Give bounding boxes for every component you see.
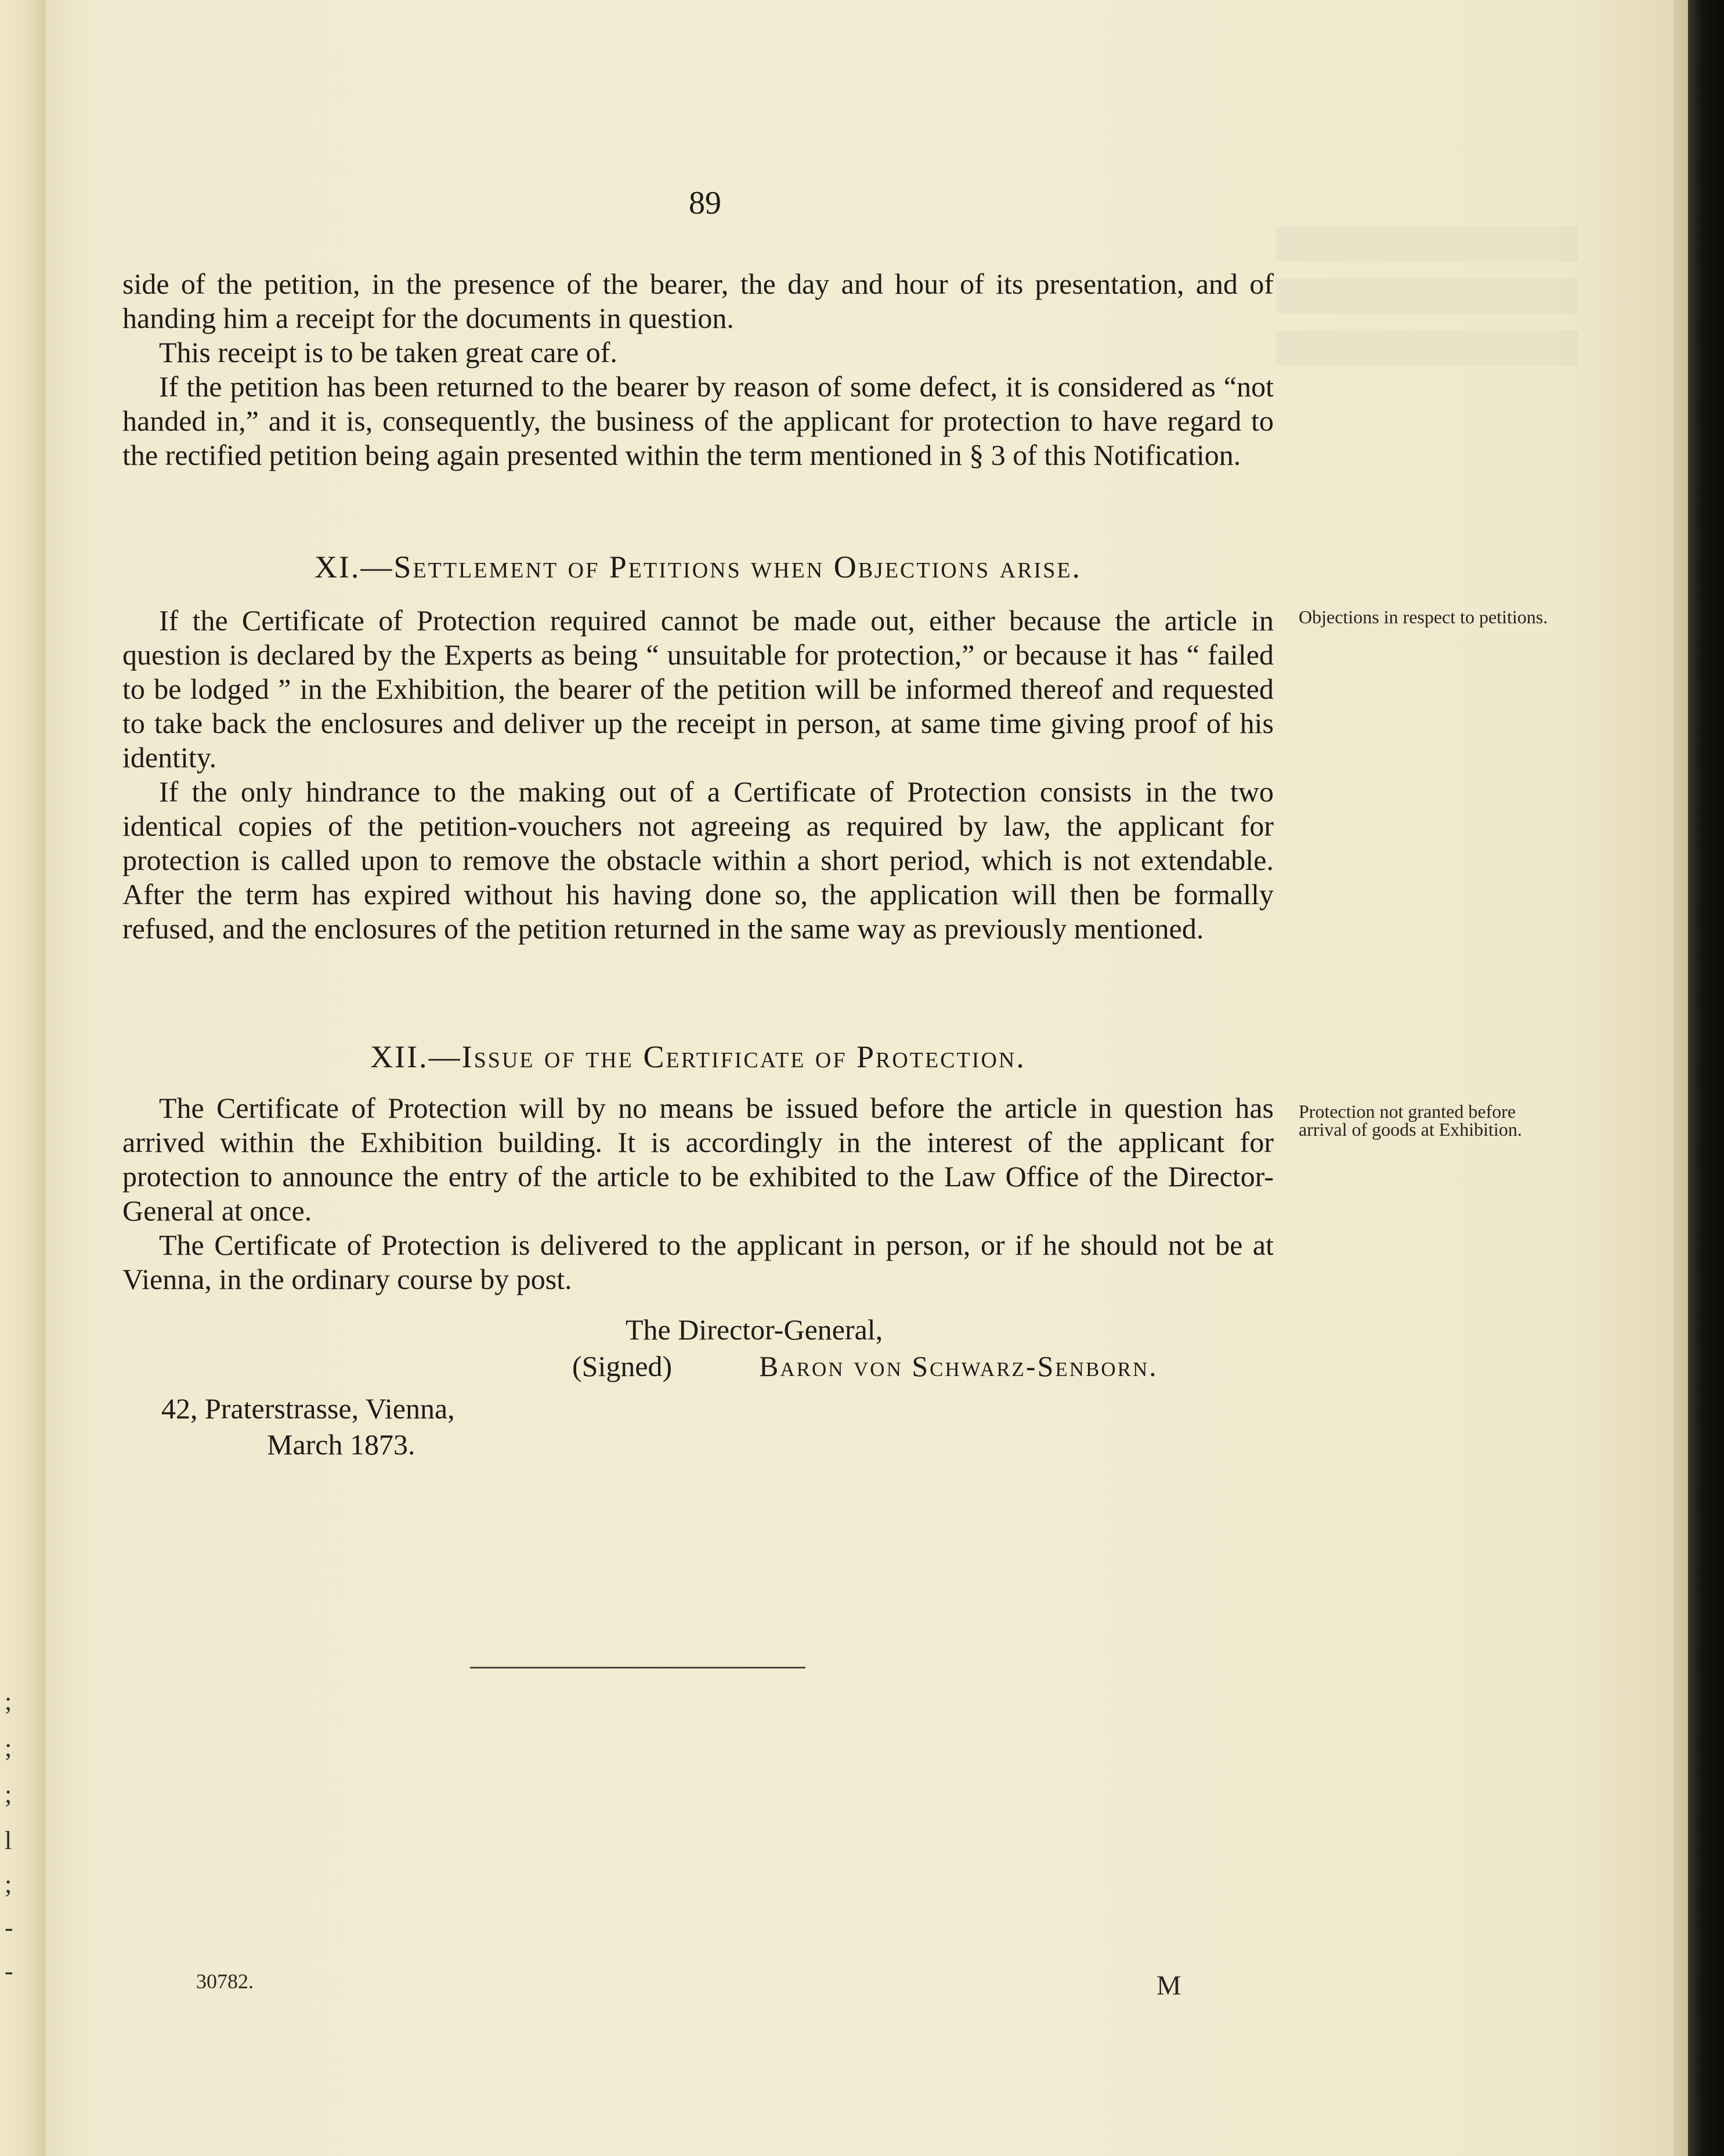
gutter-mark: l xyxy=(5,1826,12,1855)
bleed-through-text xyxy=(1277,226,1578,366)
paragraph: The Certificate of Protection will by no means be issued before the article in question has arrived within the Exhibition building. It is accordingly in the interest of the applicant for protection to announce the entry of the article to be exhibited to the Law Office of the Director-General at once. xyxy=(122,1092,1274,1227)
margin-note-objections: Objections in respect to petitions. xyxy=(1299,606,1548,627)
paragraph: The Certificate of Protection is delivered to the applicant in person, or if he should not be at Vienna, in the ordinary course by post. xyxy=(122,1229,1274,1295)
section-heading-xi: XI.—Settlement of Petitions when Objections arise. xyxy=(314,550,1082,584)
paragraph: This receipt is to be taken great care of. xyxy=(159,336,617,369)
print-number: 30782. xyxy=(196,1970,254,1993)
paragraph: If the Certificate of Protection required cannot be made out, either because the article in question is declared by the Experts as being “ unsuitable for protection,” or because it has “ failed to be lodged ” in the Exhibition, the bearer of the petition will be informed thereof and requested to take back the enclosures and deliver up the receipt in person, at same time giving proof of his identity. xyxy=(122,604,1274,774)
address-line: 42, Praterstrasse, Vienna, xyxy=(161,1392,455,1425)
gutter-mark: - xyxy=(5,1957,13,1985)
binding-gutter xyxy=(0,0,45,2156)
paragraph: If the only hindrance to the making out of a Certificate of Protection consists in the two identical copies of the petition-vouchers not agreeing as required by law, the applicant for protection is called upon to remove the obstacle within a short period, which is not extendable. After the term has expired without his having done so, the application will then be formally refused, and the enclosures of the petition returned in the same way as previously mentioned. xyxy=(122,775,1274,945)
gutter-mark: ; xyxy=(5,1780,12,1808)
closing-rule xyxy=(470,1667,805,1669)
gutter-mark: ; xyxy=(5,1870,12,1898)
paragraph: side of the petition, in the presence of the bearer, the day and hour of its presentation, and of handing him a receipt for the documents in question. xyxy=(122,268,1274,334)
signature-mark: M xyxy=(1156,1970,1181,2001)
signature-name: Baron von Schwarz-Senborn. xyxy=(759,1350,1158,1382)
section-heading-xii: XII.—Issue of the Certificate of Protection. xyxy=(370,1039,1026,1074)
section-xi-text xyxy=(122,604,1274,946)
page-number: 89 xyxy=(689,185,721,221)
section-xii-text xyxy=(122,1091,1274,1297)
margin-note-protection: Protection not granted before arrival of goods at Exhibition. xyxy=(1299,1101,1522,1140)
gutter-mark: ; xyxy=(5,1687,12,1716)
gutter-mark: ; xyxy=(5,1734,12,1762)
intro-text xyxy=(122,267,1274,472)
date-line: March 1873. xyxy=(267,1428,415,1461)
scan-background xyxy=(1688,0,1724,2156)
paragraph: If the petition has been returned to the bearer by reason of some defect, it is considered as “not handed in,” and it is, consequently, the business of the applicant for protection to have regard to the rectified petition being again presented within the term mentioned in § 3 of this Notification. xyxy=(122,370,1274,471)
gutter-mark: - xyxy=(5,1913,13,1942)
signature-title: The Director-General, xyxy=(626,1313,883,1346)
page-edge xyxy=(1674,0,1689,2156)
signature-signed: (Signed) xyxy=(572,1350,673,1382)
